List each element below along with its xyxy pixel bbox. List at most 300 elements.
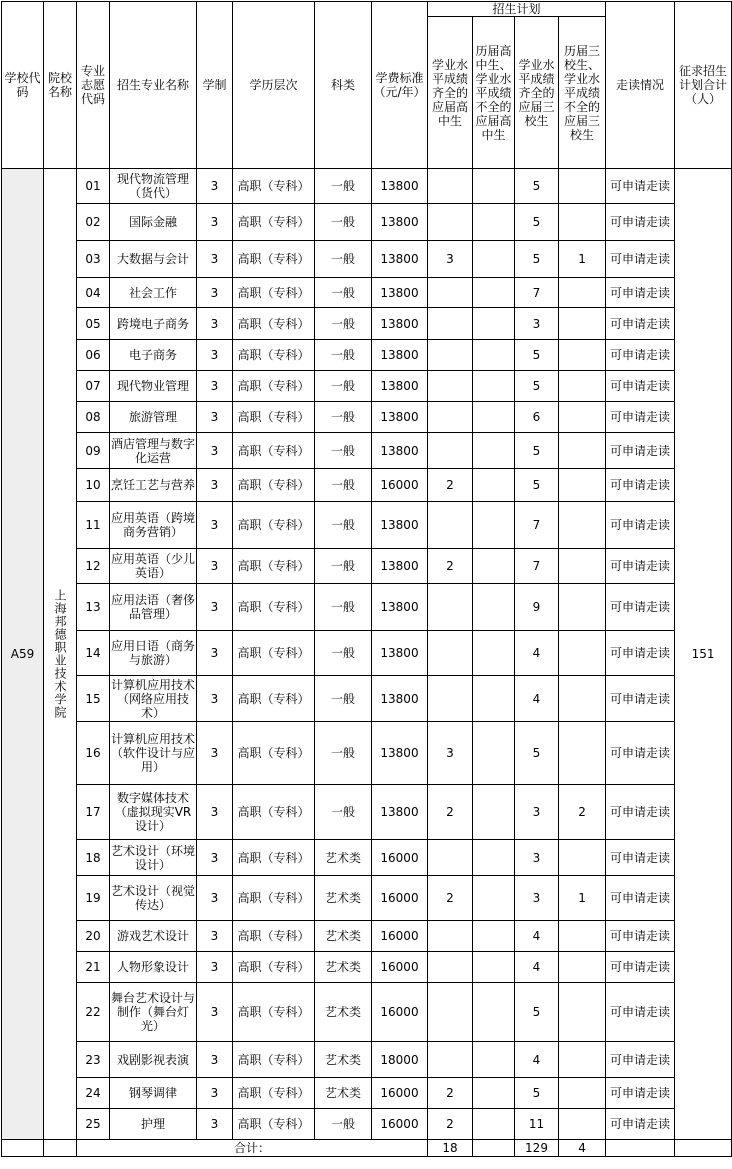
plan-a: 2 xyxy=(428,876,473,921)
plan-c: 5 xyxy=(515,1078,559,1109)
plan-a: 2 xyxy=(428,1109,473,1140)
plan-d xyxy=(559,402,606,433)
plan-a xyxy=(428,584,473,631)
years: 3 xyxy=(197,722,233,785)
totals-plan-c: 129 xyxy=(515,1140,559,1157)
plan-c: 5 xyxy=(515,433,559,469)
level: 高职（专科） xyxy=(233,840,315,876)
major-code: 18 xyxy=(77,840,110,876)
level: 高职（专科） xyxy=(233,876,315,921)
plan-b xyxy=(473,549,515,584)
plan-a xyxy=(428,502,473,549)
major-code: 22 xyxy=(77,983,110,1042)
major-name: 应用法语（奢侈品管理） xyxy=(110,584,197,631)
major-name: 跨境电子商务 xyxy=(110,308,197,340)
header-boarding: 走读情况 xyxy=(606,2,675,169)
table-row xyxy=(2,340,732,371)
header-level: 学历层次 xyxy=(233,2,315,169)
level: 高职（专科） xyxy=(233,676,315,722)
years: 3 xyxy=(197,1109,233,1140)
major-code: 21 xyxy=(77,952,110,983)
years: 3 xyxy=(197,676,233,722)
plan-d xyxy=(559,983,606,1042)
major-code: 17 xyxy=(77,785,110,840)
major-name: 护理 xyxy=(110,1109,197,1140)
major-name: 艺术设计（环境设计） xyxy=(110,840,197,876)
table-row xyxy=(2,983,732,1042)
plan-b xyxy=(473,952,515,983)
plan-a xyxy=(428,983,473,1042)
years: 3 xyxy=(197,840,233,876)
category: 艺术类 xyxy=(315,921,372,952)
years: 3 xyxy=(197,952,233,983)
level: 高职（专科） xyxy=(233,340,315,371)
boarding: 可申请走读 xyxy=(606,433,675,469)
years: 3 xyxy=(197,278,233,308)
major-name: 应用日语（商务与旅游） xyxy=(110,631,197,676)
major-name: 艺术设计（视觉传达） xyxy=(110,876,197,921)
boarding: 可申请走读 xyxy=(606,502,675,549)
tuition: 13800 xyxy=(372,371,428,402)
plan-c: 3 xyxy=(515,785,559,840)
plan-c: 5 xyxy=(515,204,559,241)
plan-d xyxy=(559,371,606,402)
boarding: 可申请走读 xyxy=(606,469,675,502)
category: 一般 xyxy=(315,340,372,371)
plan-a: 3 xyxy=(428,241,473,278)
years: 3 xyxy=(197,876,233,921)
plan-d xyxy=(559,469,606,502)
tuition: 16000 xyxy=(372,469,428,502)
plan-c: 3 xyxy=(515,308,559,340)
boarding: 可申请走读 xyxy=(606,549,675,584)
major-name: 电子商务 xyxy=(110,340,197,371)
header-category: 科类 xyxy=(315,2,372,169)
major-name: 戏剧影视表演 xyxy=(110,1042,197,1078)
level: 高职（专科） xyxy=(233,433,315,469)
plan-c: 7 xyxy=(515,549,559,584)
years: 3 xyxy=(197,433,233,469)
major-name: 计算机应用技术（网络应用技术） xyxy=(111,677,196,720)
boarding: 可申请走读 xyxy=(606,402,675,433)
plan-a: 2 xyxy=(428,549,473,584)
plan-b xyxy=(473,433,515,469)
tuition: 13800 xyxy=(372,584,428,631)
boarding: 可申请走读 xyxy=(606,785,675,840)
table-row xyxy=(2,241,732,278)
plan-c: 4 xyxy=(515,676,559,722)
category: 艺术类 xyxy=(315,840,372,876)
years: 3 xyxy=(197,371,233,402)
level: 高职（专科） xyxy=(233,983,315,1042)
level: 高职（专科） xyxy=(233,584,315,631)
plan-d xyxy=(559,1078,606,1109)
table-row xyxy=(2,204,732,241)
header-school-name: 院校名称 xyxy=(44,2,77,169)
tuition: 16000 xyxy=(372,876,428,921)
table-row xyxy=(2,876,732,921)
category: 一般 xyxy=(315,631,372,676)
plan-c: 3 xyxy=(515,840,559,876)
tuition: 16000 xyxy=(372,921,428,952)
table-row xyxy=(2,308,732,340)
boarding: 可申请走读 xyxy=(606,1042,675,1078)
boarding: 可申请走读 xyxy=(606,308,675,340)
boarding: 可申请走读 xyxy=(606,921,675,952)
boarding: 可申请走读 xyxy=(606,722,675,785)
category: 一般 xyxy=(315,1109,372,1140)
level: 高职（专科） xyxy=(233,402,315,433)
plan-d xyxy=(559,722,606,785)
header-school-code: 学校代码 xyxy=(2,2,44,169)
years: 3 xyxy=(197,1078,233,1109)
plan-d: 1 xyxy=(559,241,606,278)
table-row xyxy=(2,921,732,952)
plan-d xyxy=(559,631,606,676)
totals-blank xyxy=(2,1140,44,1157)
level: 高职（专科） xyxy=(233,371,315,402)
years: 3 xyxy=(197,584,233,631)
boarding: 可申请走读 xyxy=(606,371,675,402)
plan-b xyxy=(473,308,515,340)
plan-b xyxy=(473,983,515,1042)
category: 一般 xyxy=(315,469,372,502)
category: 一般 xyxy=(315,402,372,433)
plan-a xyxy=(428,952,473,983)
school-total: 151 xyxy=(675,169,732,1140)
plan-b xyxy=(473,1109,515,1140)
years: 3 xyxy=(197,785,233,840)
plan-b xyxy=(473,469,515,502)
major-name: 钢琴调律 xyxy=(110,1078,197,1109)
plan-a xyxy=(428,433,473,469)
major-code: 11 xyxy=(77,502,110,549)
boarding: 可申请走读 xyxy=(606,1078,675,1109)
category: 一般 xyxy=(315,433,372,469)
table-row xyxy=(2,1078,732,1109)
category: 一般 xyxy=(315,502,372,549)
plan-d xyxy=(559,676,606,722)
enrollment-plan-table xyxy=(1,1,732,1157)
plan-c: 4 xyxy=(515,1042,559,1078)
tuition: 16000 xyxy=(372,952,428,983)
plan-b xyxy=(473,676,515,722)
tuition: 16000 xyxy=(372,1109,428,1140)
plan-d xyxy=(559,204,606,241)
major-name: 大数据与会计 xyxy=(110,241,197,278)
totals-label: 合计： xyxy=(77,1140,428,1157)
years: 3 xyxy=(197,204,233,241)
plan-d xyxy=(559,952,606,983)
major-name: 数字媒体技术（虚拟现实VR设计） xyxy=(110,785,197,840)
plan-a xyxy=(428,371,473,402)
category: 一般 xyxy=(315,722,372,785)
table-row xyxy=(2,840,732,876)
plan-c: 4 xyxy=(515,952,559,983)
major-code: 09 xyxy=(77,433,110,469)
major-code: 13 xyxy=(77,584,110,631)
years: 3 xyxy=(197,502,233,549)
tuition: 13800 xyxy=(372,785,428,840)
major-name: 应用英语（跨境商务营销） xyxy=(110,502,197,549)
plan-d xyxy=(559,1109,606,1140)
level: 高职（专科） xyxy=(233,204,315,241)
plan-b xyxy=(473,722,515,785)
table-row xyxy=(2,371,732,402)
level: 高职（专科） xyxy=(233,921,315,952)
plan-c: 7 xyxy=(515,502,559,549)
plan-d xyxy=(559,169,606,204)
plan-c: 9 xyxy=(515,584,559,631)
major-code: 05 xyxy=(77,308,110,340)
plan-d xyxy=(559,1042,606,1078)
school-name: 上海邦德职业技术学院 xyxy=(53,589,67,719)
category: 艺术类 xyxy=(315,983,372,1042)
table-row xyxy=(2,502,732,549)
years: 3 xyxy=(197,340,233,371)
plan-c: 3 xyxy=(515,876,559,921)
table-row xyxy=(2,584,732,631)
major-code: 19 xyxy=(77,876,110,921)
major-code: 06 xyxy=(77,340,110,371)
plan-a xyxy=(428,1042,473,1078)
header-plan-c: 学业水平成绩齐全的应届三校生 xyxy=(515,17,559,169)
major-code: 02 xyxy=(77,204,110,241)
plan-d: 1 xyxy=(559,876,606,921)
years: 3 xyxy=(197,631,233,676)
boarding: 可申请走读 xyxy=(606,876,675,921)
plan-a xyxy=(428,631,473,676)
plan-c: 5 xyxy=(515,983,559,1042)
category: 一般 xyxy=(315,278,372,308)
table-row xyxy=(2,549,732,584)
plan-b xyxy=(473,169,515,204)
tuition: 13800 xyxy=(372,241,428,278)
years: 3 xyxy=(197,402,233,433)
plan-c: 5 xyxy=(515,169,559,204)
header-plan-b: 历届高中生、学业水平成绩不全的应届高中生 xyxy=(473,17,515,169)
level: 高职（专科） xyxy=(233,722,315,785)
major-name: 现代物流管理（货代） xyxy=(110,169,197,204)
boarding: 可申请走读 xyxy=(606,1109,675,1140)
plan-a: 2 xyxy=(428,469,473,502)
plan-a xyxy=(428,278,473,308)
category: 一般 xyxy=(315,371,372,402)
major-name: 社会工作 xyxy=(110,278,197,308)
major-code: 01 xyxy=(77,169,110,204)
plan-d xyxy=(559,921,606,952)
plan-a xyxy=(428,676,473,722)
level: 高职（专科） xyxy=(233,1109,315,1140)
tuition: 16000 xyxy=(372,983,428,1042)
plan-b xyxy=(473,1078,515,1109)
tuition: 13800 xyxy=(372,722,428,785)
years: 3 xyxy=(197,549,233,584)
tuition: 13800 xyxy=(372,631,428,676)
plan-d xyxy=(559,549,606,584)
major-name: 计算机应用技术（软件设计与应用） xyxy=(110,722,197,785)
category: 艺术类 xyxy=(315,876,372,921)
boarding: 可申请走读 xyxy=(606,241,675,278)
plan-d: 2 xyxy=(559,785,606,840)
tuition: 13800 xyxy=(372,340,428,371)
major-name: 游戏艺术设计 xyxy=(110,921,197,952)
plan-c: 5 xyxy=(515,340,559,371)
boarding: 可申请走读 xyxy=(606,676,675,722)
plan-c: 7 xyxy=(515,278,559,308)
tuition: 13800 xyxy=(372,278,428,308)
level: 高职（专科） xyxy=(233,278,315,308)
major-name: 舞台艺术设计与制作（舞台灯光） xyxy=(110,983,197,1042)
table-row xyxy=(2,952,732,983)
major-code: 04 xyxy=(77,278,110,308)
boarding: 可申请走读 xyxy=(606,631,675,676)
level: 高职（专科） xyxy=(233,952,315,983)
category: 一般 xyxy=(315,241,372,278)
level: 高职（专科） xyxy=(233,502,315,549)
plan-a xyxy=(428,169,473,204)
major-name: 应用英语（少儿英语） xyxy=(110,549,197,584)
major-code: 20 xyxy=(77,921,110,952)
table-body xyxy=(2,169,732,1140)
plan-a xyxy=(428,340,473,371)
tuition: 13800 xyxy=(372,676,428,722)
major-code: 03 xyxy=(77,241,110,278)
years: 3 xyxy=(197,241,233,278)
major-code: 23 xyxy=(77,1042,110,1078)
tuition: 13800 xyxy=(372,502,428,549)
boarding: 可申请走读 xyxy=(606,840,675,876)
school-name-cell xyxy=(44,169,77,1140)
years: 3 xyxy=(197,921,233,952)
table-row xyxy=(2,469,732,502)
category: 一般 xyxy=(315,676,372,722)
totals-plan-b xyxy=(473,1140,515,1157)
plan-d xyxy=(559,340,606,371)
category: 艺术类 xyxy=(315,1042,372,1078)
plan-d xyxy=(559,502,606,549)
category: 一般 xyxy=(315,785,372,840)
years: 3 xyxy=(197,308,233,340)
plan-b xyxy=(473,785,515,840)
category: 一般 xyxy=(315,308,372,340)
table-row xyxy=(2,785,732,840)
level: 高职（专科） xyxy=(233,549,315,584)
plan-b xyxy=(473,241,515,278)
plan-b xyxy=(473,402,515,433)
header-major-name: 招生专业名称 xyxy=(110,2,197,169)
boarding: 可申请走读 xyxy=(606,169,675,204)
totals-row xyxy=(2,1140,732,1157)
header-tuition: 学费标准（元/年） xyxy=(372,2,428,169)
tuition: 13800 xyxy=(372,204,428,241)
years: 3 xyxy=(197,469,233,502)
plan-c: 4 xyxy=(515,921,559,952)
tuition: 16000 xyxy=(372,840,428,876)
boarding: 可申请走读 xyxy=(606,983,675,1042)
header-major-code: 专业志愿代码 xyxy=(77,2,110,169)
table-row xyxy=(2,1109,732,1140)
totals-plan-d: 4 xyxy=(559,1140,606,1157)
plan-d xyxy=(559,840,606,876)
totals-plan-a: 18 xyxy=(428,1140,473,1157)
school-code: A59 xyxy=(2,169,44,1140)
category: 艺术类 xyxy=(315,1078,372,1109)
years: 3 xyxy=(197,169,233,204)
tuition: 13800 xyxy=(372,549,428,584)
plan-a: 2 xyxy=(428,785,473,840)
boarding: 可申请走读 xyxy=(606,952,675,983)
tuition: 16000 xyxy=(372,1078,428,1109)
table-row xyxy=(2,169,732,204)
plan-a: 2 xyxy=(428,1078,473,1109)
table-row xyxy=(2,1042,732,1078)
plan-c: 5 xyxy=(515,371,559,402)
plan-a xyxy=(428,308,473,340)
table-row xyxy=(2,433,732,469)
table-row xyxy=(2,631,732,676)
table-row xyxy=(2,676,732,722)
major-name: 国际金融 xyxy=(110,204,197,241)
level: 高职（专科） xyxy=(233,631,315,676)
plan-d xyxy=(559,308,606,340)
tuition: 13800 xyxy=(372,433,428,469)
totals-total xyxy=(675,1140,732,1157)
plan-c: 6 xyxy=(515,402,559,433)
table-row xyxy=(2,402,732,433)
boarding: 可申请走读 xyxy=(606,204,675,241)
plan-b xyxy=(473,204,515,241)
level: 高职（专科） xyxy=(233,1078,315,1109)
major-code: 12 xyxy=(77,549,110,584)
category: 艺术类 xyxy=(315,952,372,983)
category: 一般 xyxy=(315,169,372,204)
boarding: 可申请走读 xyxy=(606,340,675,371)
plan-c: 5 xyxy=(515,469,559,502)
plan-b xyxy=(473,840,515,876)
level: 高职（专科） xyxy=(233,469,315,502)
plan-c: 11 xyxy=(515,1109,559,1140)
plan-a xyxy=(428,921,473,952)
major-name: 烹饪工艺与营养 xyxy=(110,469,197,502)
header-plan-group: 招生计划 xyxy=(428,2,606,17)
tuition: 13800 xyxy=(372,169,428,204)
level: 高职（专科） xyxy=(233,169,315,204)
plan-d xyxy=(559,584,606,631)
plan-a xyxy=(428,840,473,876)
major-code: 25 xyxy=(77,1109,110,1140)
plan-b xyxy=(473,584,515,631)
plan-a xyxy=(428,402,473,433)
plan-b xyxy=(473,631,515,676)
boarding: 可申请走读 xyxy=(606,584,675,631)
plan-d xyxy=(559,433,606,469)
category: 一般 xyxy=(315,204,372,241)
plan-c: 5 xyxy=(515,241,559,278)
level: 高职（专科） xyxy=(233,308,315,340)
plan-b xyxy=(473,876,515,921)
plan-b xyxy=(473,1042,515,1078)
major-code: 14 xyxy=(77,631,110,676)
totals-boarding xyxy=(606,1140,675,1157)
level: 高职（专科） xyxy=(233,785,315,840)
category: 一般 xyxy=(315,584,372,631)
major-code: 24 xyxy=(77,1078,110,1109)
header-plan-d: 历届三校生、学业水平成绩不全的应届三校生 xyxy=(559,17,606,169)
plan-b xyxy=(473,340,515,371)
plan-d xyxy=(559,278,606,308)
totals-blank xyxy=(44,1140,77,1157)
